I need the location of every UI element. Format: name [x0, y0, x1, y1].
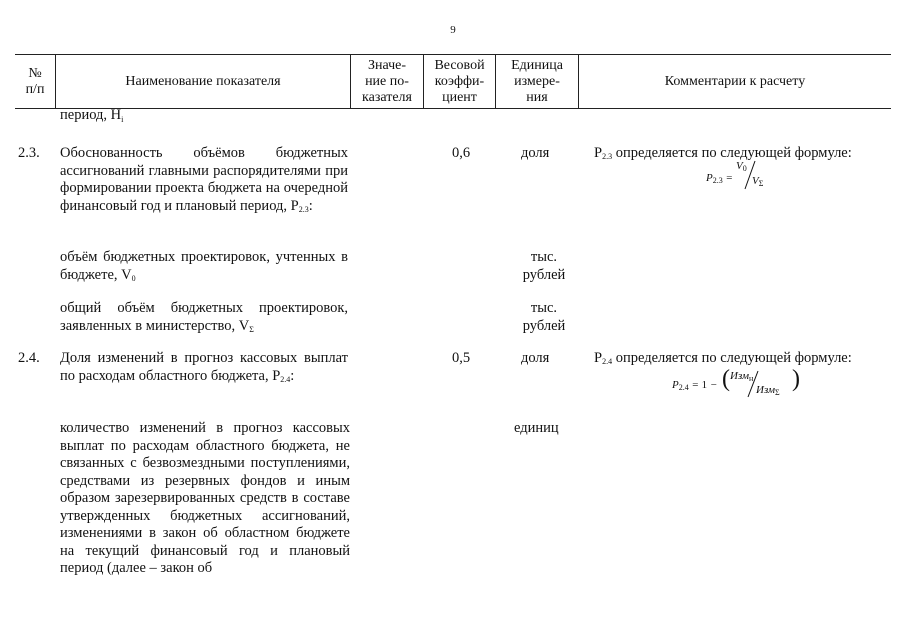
table-header: [15, 54, 891, 109]
header-comment: Комментарии к расчету: [664, 73, 806, 89]
row-2-3-sub1-unit: тыс. рублей: [522, 249, 566, 283]
formula-2-3: $P_{2.3}$ = $V_0$ $V_\Sigma$: [706, 160, 764, 188]
header-name: Наименование показателя: [125, 73, 281, 89]
row-2-3-num: 2.3.: [18, 145, 40, 161]
page-number: 9: [450, 24, 456, 36]
formula-2-4: $P_{2.4} = 1$ − ( Изм$_н$ Изм$_\Sigma$ ): [672, 366, 800, 397]
row-2-4-sub1-unit: единиц: [514, 420, 559, 436]
row-2-4-comment: $Р_{2.4}$ определяется по следующей формуле:: [594, 350, 852, 366]
row-2-4-num: 2.4.: [18, 350, 40, 366]
right-paren: ): [792, 366, 800, 392]
left-paren: (: [722, 366, 730, 392]
row-2-4-name: Доля изменений в прогноз кассовых выплат по расходам областного бюджета, $Р_{2.4}$:: [60, 350, 348, 384]
row-2-4-weight: 0,5: [452, 350, 471, 366]
row-2-4-sub1-name: количество изменений в прогноз кассовых выплат по расходам областного бюджета, не связанных с безвозмездными поступлениями, средствами из резервных фондов и иным образом зарезервированных средств в составе утвержденных бюджетных ассигнований, изменениями в закон об областном бюджете на текущий финансовый год и плановый период (далее – закон об: [60, 420, 350, 576]
header-weight: Весовой коэффи- циент: [434, 57, 485, 105]
row-2-3-sub2-unit: тыс. рублей: [522, 300, 566, 334]
carryover-text: период, $Н_i$: [60, 107, 124, 124]
row-2-3-name: Обоснованность объёмов бюджетных ассигнований главными распорядителями при формировании проекта бюджета на очередной финансовый год и плановый период, $Р_{2.3}$:: [60, 145, 348, 214]
row-2-3-sub2-name: общий объём бюджетных проектировок, заявленных в министерство, $V_\Sigma$: [60, 300, 348, 334]
row-2-4-unit: доля: [521, 350, 550, 366]
row-2-3-unit: доля: [521, 145, 550, 161]
header-unit: Единица измере- ния: [511, 57, 563, 105]
row-2-3-comment: $Р_{2.3}$ определяется по следующей формуле:: [594, 145, 852, 161]
row-2-3-weight: 0,6: [452, 145, 471, 161]
header-num: № п/п: [25, 65, 45, 97]
header-value: Значе- ние по- казателя: [362, 57, 412, 105]
row-2-3-sub1-name: объём бюджетных проектировок, учтенных в бюджете, $V_0$: [60, 249, 348, 283]
